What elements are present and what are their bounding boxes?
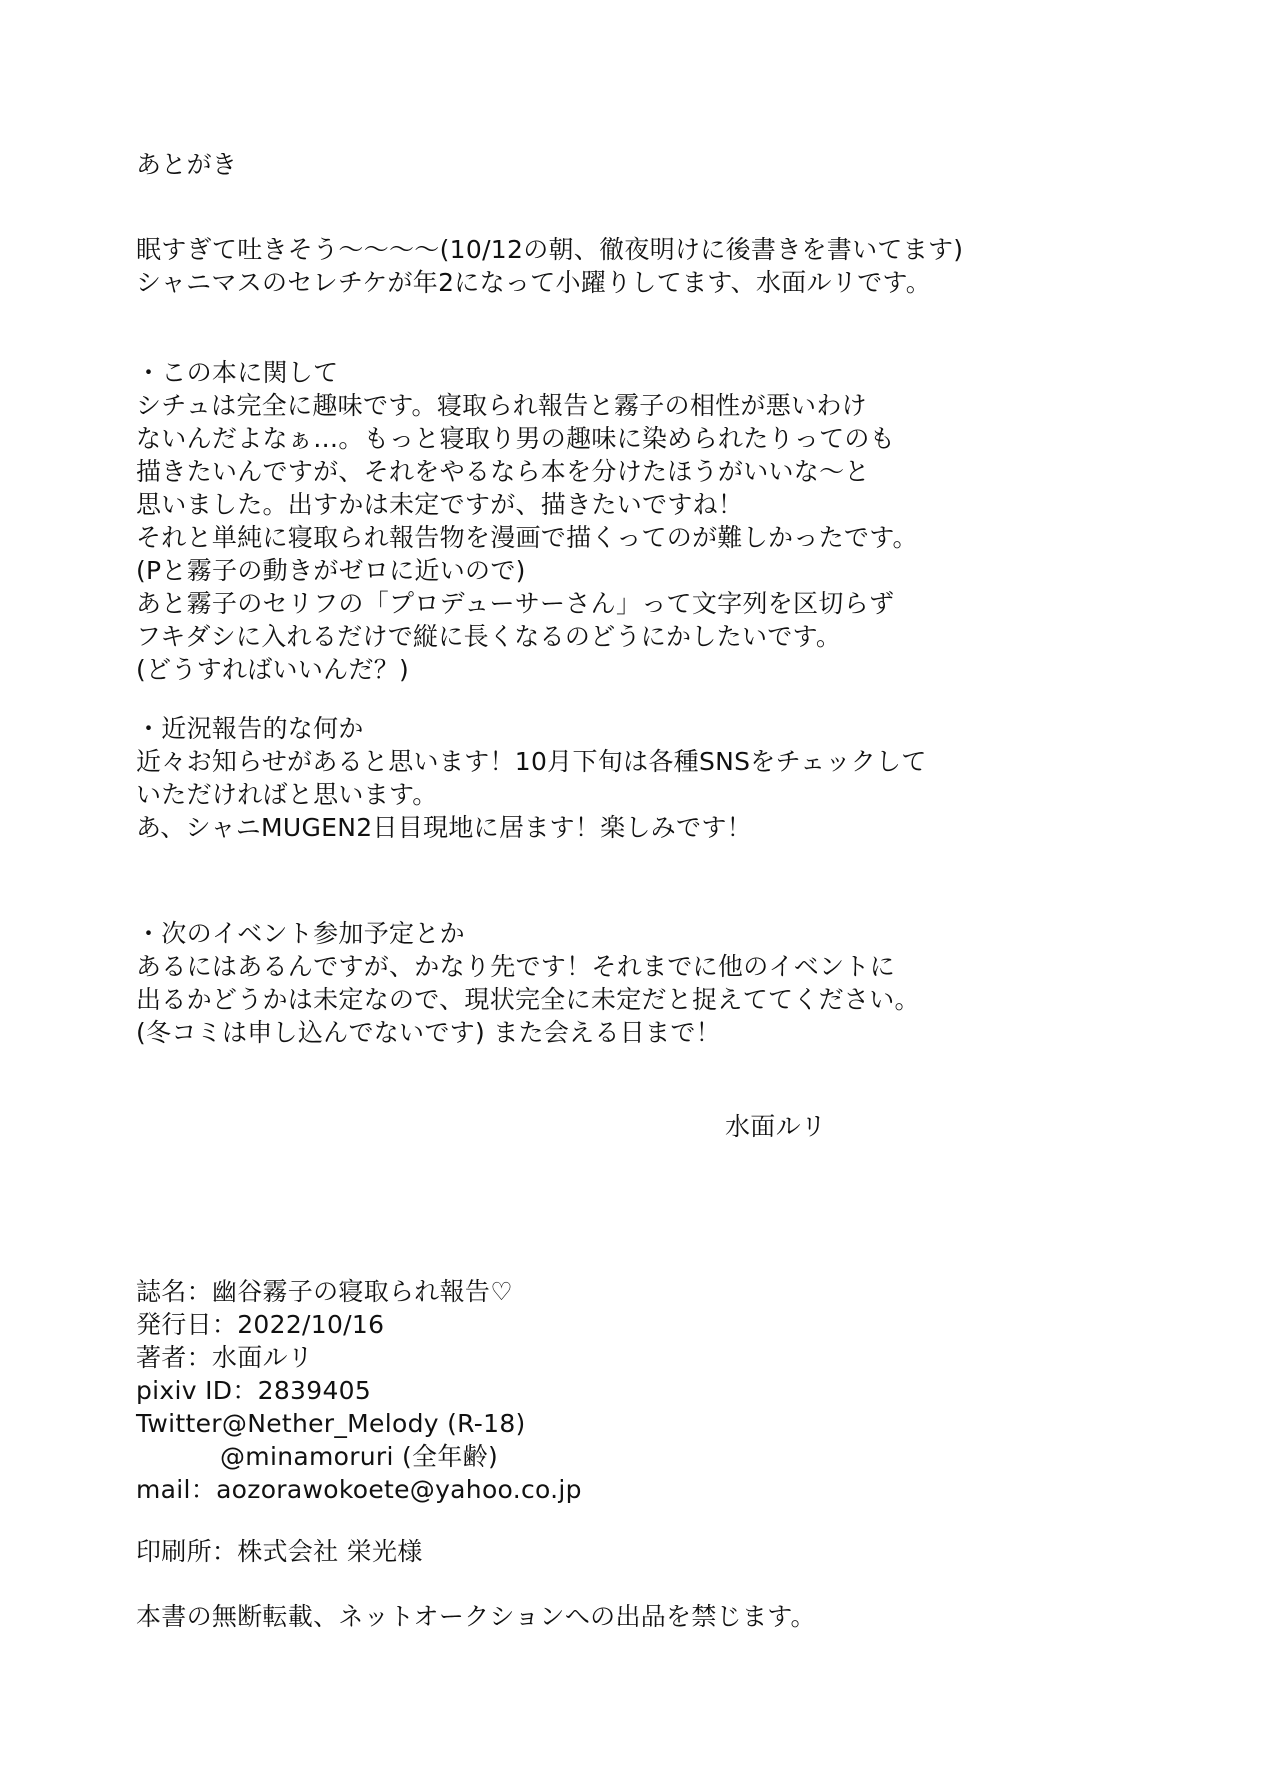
section-1-line: フキダシに入れるだけで縦に長くなるのどうにかしたいです。 xyxy=(136,622,842,651)
section-1-line: ないんだよなぁ…。もっと寝取り男の趣味に染められたりってのも xyxy=(136,424,896,453)
section-1-line: 描きたいんですが、それをやるなら本を分けたほうがいいな〜と xyxy=(136,457,870,486)
colophon-pixiv: pixiv ID：2839405 xyxy=(136,1376,372,1405)
section-1-line: それと単純に寝取られ報告物を漫画で描くってのが難しかったです。 xyxy=(136,523,918,552)
colophon-published: 発行日：2022/10/16 xyxy=(136,1310,385,1339)
section-heading-news: ・近況報告的な何か xyxy=(136,714,364,743)
copyright-notice: 本書の無断転載、ネットオークションへの出品を禁じます。 xyxy=(136,1602,816,1631)
section-3-line: あるにはあるんですが、かなり先です！それまでに他のイベントに xyxy=(136,952,896,981)
colophon-mail: mail：aozorawokoete@yahoo.co.jp xyxy=(136,1475,582,1504)
section-1-line: シチュは完全に趣味です。寝取られ報告と霧子の相性が悪いわけ xyxy=(136,391,867,420)
section-2-line: あ、シャニMUGEN2日目現地に居ます！楽しみです！ xyxy=(136,813,752,842)
colophon-twitter-all-ages: @minamoruri (全年齢) xyxy=(220,1442,499,1471)
intro-line-2: シャニマスのセレチケが年2になって小躍りしてます、水面ルリです。 xyxy=(136,268,932,297)
afterword-title: あとがき xyxy=(136,150,238,179)
section-2-line: いただければと思います。 xyxy=(136,780,438,809)
author-signature: 水面ルリ xyxy=(725,1112,827,1141)
section-heading-about-book: ・この本に関して xyxy=(136,358,339,387)
section-3-line: (冬コミは申し込んでないです) また会える日まで！ xyxy=(136,1018,721,1047)
colophon-twitter-r18: Twitter@Nether_Melody (R-18) xyxy=(136,1409,526,1438)
section-2-line: 近々お知らせがあると思います！10月下旬は各種SNSをチェックして xyxy=(136,747,927,776)
section-heading-events: ・次のイベント参加予定とか xyxy=(136,919,465,948)
colophon-printer: 印刷所：株式会社 栄光様 xyxy=(136,1537,423,1566)
intro-line-1: 眠すぎて吐きそう〜〜〜〜(10/12の朝、徹夜明けに後書きを書いてます) xyxy=(136,235,964,264)
section-3-line: 出るかどうかは未定なので、現状完全に未定だと捉えててください。 xyxy=(136,985,920,1014)
section-1-line: (Pと霧子の動きがゼロに近いので) xyxy=(136,556,526,585)
colophon-author: 著者：水面ルリ xyxy=(136,1343,314,1372)
colophon-title: 誌名：幽谷霧子の寝取られ報告♡ xyxy=(136,1277,513,1306)
section-1-line: あと霧子のセリフの「プロデューサーさん」って文字列を区切らず xyxy=(136,589,895,618)
section-1-line: 思いました。出すかは未定ですが、描きたいですね！ xyxy=(136,490,744,519)
section-1-line: (どうすればいいんだ？) xyxy=(136,655,410,684)
